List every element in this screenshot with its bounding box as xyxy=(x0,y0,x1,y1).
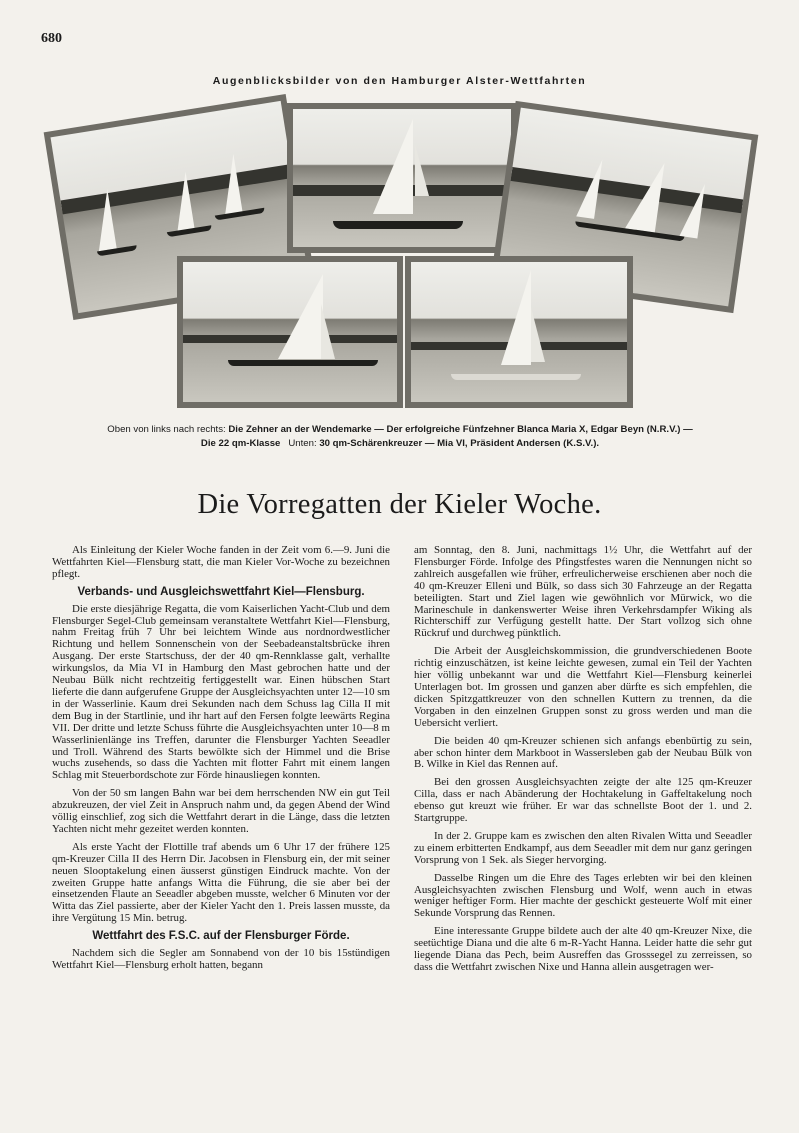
caption-prefix: Oben von links nach rechts: xyxy=(107,424,226,435)
caption-line1: Die Zehner an der Wendemarke — Der erfolgreiche Fünfzehner Blanca Maria X, Edgar Beyn (N.R.V.) — xyxy=(228,424,693,435)
paragraph: Die beiden 40 qm-Kreuzer schienen sich anfangs ebenbürtig zu sein, aber schon hinter dem Markboot in Wassersleben gab der Neubau Bülk von B. Wilke in Kiel das Rennen auf. xyxy=(414,734,752,771)
paragraph: Die Arbeit der Ausgleichskommission, die grundverschiedenen Boote richtig einzuschätzen, ist keine leichte gewesen, zumal ein Teil der Yachten hier völlig unbekannt war und die Wettfahrt Kiel—Flensburg keinerlei Unterlagen bot. Im grossen und ganzen aber dürfte es sich empfehlen, die dicken Spitzgattkreuzer von den schnellen Kuttern zu trennen, da die Vorgaben in den einzelnen Gruppen sonst zu gross werden und man die Uebersicht verliert. xyxy=(414,645,752,729)
paragraph: am Sonntag, den 8. Juni, nachmittags 1½ Uhr, die Wettfahrt auf der Flensburger Förde. Infolge des Pfingstfestes waren die Nennungen nicht so zahlreich ausgefallen wie früher, erfreulicherweise erschienen aber noch die 40 qm-Kreuzer Elleni und Bülk, so dass sich 30 Fahrzeuge an der Regatta beteiligten. Start und Ziel lagen wie gewöhnlich vor Mürwick, wo die Marineschule in dankenswerter Weise ihren Verkehrsdampfer Wiking als Richterschiff zur Verfügung gestellt hatte. Der Start vollzog sich ohne Rückruf und durchweg pünktlich. xyxy=(414,544,752,640)
paragraph: Eine interessante Gruppe bildete auch der alte 40 qm-Kreuzer Nixe, die seetüchtige Diana und die alte 6 m-R-Yacht Hanna. Leider hatte die sehr gut liegende Diana das Pech, beim Ausreffen das Grosssegel zu zerreissen, so dass die Wettfahrt zwischen Nixe und Hanna allein ausgetragen wer- xyxy=(414,925,752,973)
paragraph: Als Einleitung der Kieler Woche fanden in der Zeit vom 6.—9. Juni die Wettfahrten Kiel—Flensburg statt, die man Kieler Vor-Woche zu bezeichnen pflegt. xyxy=(52,544,390,580)
paragraph: In der 2. Gruppe kam es zwischen den alten Rivalen Witta und Seeadler zu einem erbitterten Endkampf, aus dem Seeadler mit dem nur ganz geringen Vorsprung von 1 Sek. als Sieger hervorging. xyxy=(414,829,752,866)
paragraph: Als erste Yacht der Flottille traf abends um 6 Uhr 17 der frühere 125 qm-Kreuzer Cilla II des Herrn Dir. Jacobsen in Flensburg ein, der mit seiner neuen Slooptakelung einen äusserst günstigen Eindruck machte. Von der zweiten Gruppe hatte anfangs Witta die Führung, die sie aber bei der einsetzenden Flaute an Seeadler abgeben musste, welcher 6 Minuten vor der Witta das Ziel passierte, aber der Kieler Yacht den 1. Preis lassen musste, da ihre Vergütung 15 Min. betrug. xyxy=(52,840,390,925)
section-heading: Verbands- und Ausgleichswettfahrt Kiel—Flensburg. xyxy=(77,585,365,598)
paragraph: Von der 50 sm langen Bahn war bei dem herrschenden NW ein gut Teil abzukreuzen, der viel Zeit in Anspruch nahm und, da gegen Abend der Wind völlig einschlief, zog sich die Wettfahrt derart in die Länge, dass die letzten Yachten nicht mehr gezeitet werden konnten. xyxy=(52,787,390,835)
photo-mia-vi xyxy=(405,256,633,408)
paragraph: Die erste diesjährige Regatta, die vom Kaiserlichen Yacht-Club und dem Flensburger Segel-Club gemeinsam veranstaltete Wettfahrt Kiel—Flensburg, nahm Freitag früh 7 Uhr bei leichtem Winde aus nordnordwestlicher Richtung und hellem Sonnenschein von der Seebadeanstaltsbrücke ihren Ausgang. Der erste Startschuss, der der 40 qm-Rennklasse galt, verhallte wirkungslos, da Mia VI in Hamburg den Mast gebrochen hatte und der Neubau Bülk nicht rechtzeitig fertiggestellt war. Einen hübschen Start lieferte die dann aufgerufene Gruppe der Ausgleichsyachten unter 12—10 sm in der Wasserlinie. Kaum drei Sekunden nach dem Schuss lag Cilla II mit dem Bug in der Startlinie, und ihr hart auf den Fersen folgte leewärts Regina VII. Der dritte und letzte Schuss führte die Ausgleichsyachten unter 10—8 m Wasserlinienlänge ins Treffen, darunter die Flensburger Yachten Seeadler und Troll. Während des Starts bewölkte sich der Himmel und die Brise wuchs zusehends, so dass die Yachten mit flotter Fahrt mit einem langen Schlag mit Steuerbordschote zur Förde hinausliegen konnten. xyxy=(52,602,390,782)
caption-line2: 30 qm-Schärenkreuzer — Mia VI, Präsident Andersen (K.S.V.). xyxy=(319,438,600,449)
caption-unten: Unten: xyxy=(288,438,317,449)
article-headline: Die Vorregatten der Kieler Woche. xyxy=(197,489,602,520)
photo-blanca-maria xyxy=(287,103,517,253)
caption-22qm: Die 22 qm-Klasse xyxy=(200,438,281,449)
page-number: 680 xyxy=(41,31,62,46)
left-column xyxy=(52,545,390,978)
paragraph: Dasselbe Ringen um die Ehre des Tages erlebten wir bei den kleinen Ausgleichsyachten zwischen Flensburg und Wolf, wenn auch in etwas weniger heftiger Form. Hier machte der geschickt gesteuerte Wolf mit einer Sekunde Vorsprung das Rennen. xyxy=(414,871,752,920)
paragraph: Nachdem sich die Segler am Sonnabend von der 10 bis 15stündigen Wettfahrt Kiel—Flensburg erholt hatten, begann xyxy=(52,947,390,971)
photo-caption xyxy=(40,423,760,451)
section-heading: Wettfahrt des F.S.C. auf der Flensburger Förde. xyxy=(92,930,350,943)
right-column xyxy=(414,545,752,980)
gallery-title: Augenblicksbilder von den Hamburger Alster-Wettfahrten xyxy=(212,75,587,87)
paragraph: Bei den grossen Ausgleichsyachten zeigte der alte 125 qm-Kreuzer Cilla, dass er nach Abänderung der Hochtakelung in Gaffeltakelung noch ebenso gut kreuzt wie früher. Er war das schnellste Boot der 1. und 2. Startgruppe. xyxy=(414,776,752,825)
photo-30qm-schaerenkreuzer xyxy=(177,256,403,408)
